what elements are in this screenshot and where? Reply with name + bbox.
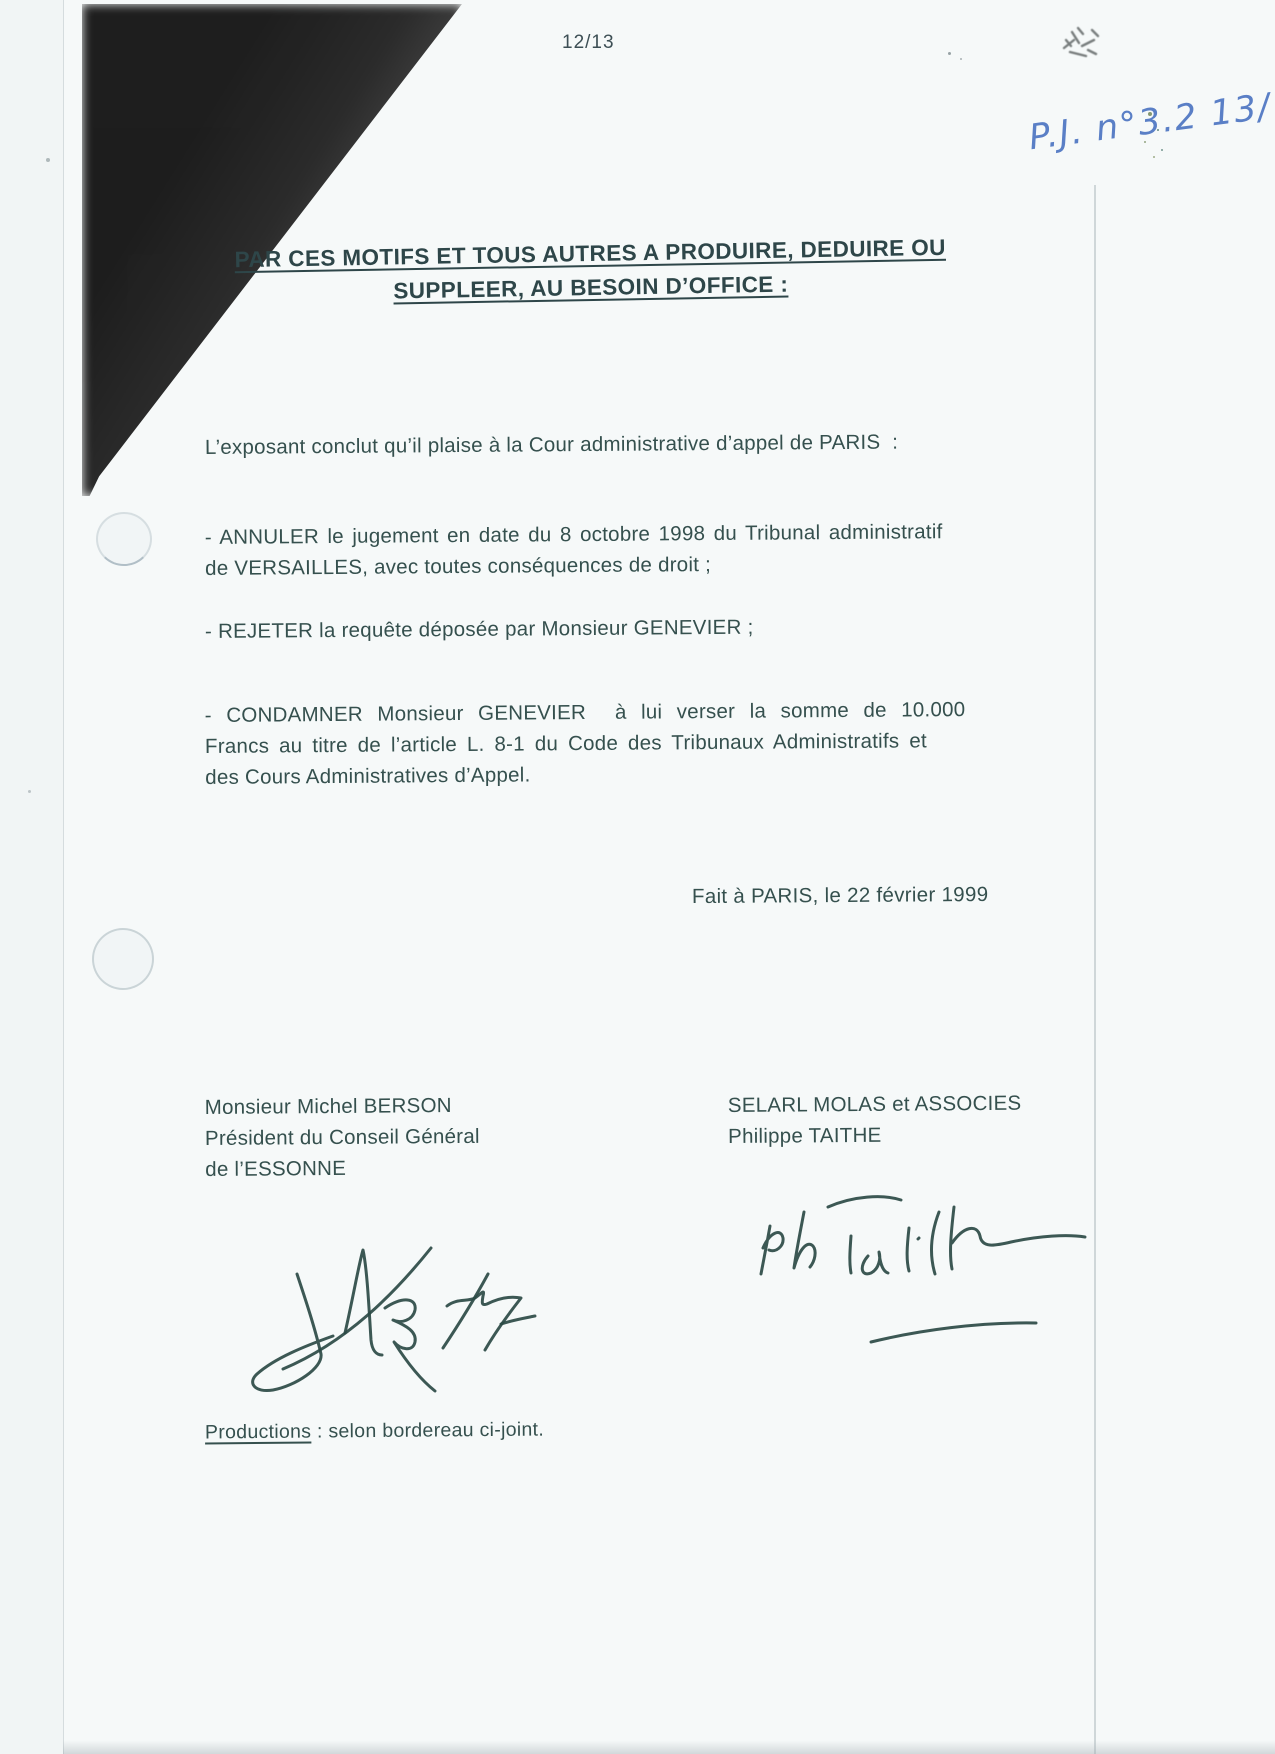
signature-right-handwriting (748, 1188, 1088, 1293)
scan-speck (28, 790, 31, 793)
intro-paragraph: L’exposant conclut qu’il plaise à la Cour administrative d’appel de PARIS : (204, 430, 899, 459)
document-title (147, 229, 1033, 312)
productions-label: Productions (204, 1420, 312, 1444)
scan-speck (960, 58, 962, 60)
hole-punch-bottom (92, 928, 154, 990)
signatory-right-firm: SELARL MOLAS et ASSOCIES (727, 1091, 1022, 1118)
plea-annuler (205, 516, 943, 584)
signatory-left-region: de l’ESSONNE (205, 1156, 347, 1181)
page-right-edge-line (1094, 185, 1096, 1754)
plea-rejeter (205, 612, 754, 647)
scan-speck (46, 158, 50, 162)
signatory-left-block (205, 1090, 481, 1185)
plea-rejeter-line-1: - REJETER la requête déposée par Monsieur GENEVIER ; (204, 615, 754, 643)
signatory-right-block (728, 1088, 1022, 1152)
productions-line (205, 1419, 544, 1445)
productions-text: : selon bordereau ci-joint. (311, 1418, 545, 1443)
plea-annuler-line-1: - ANNULER le jugement en date du 8 octobre 1998 du Tribunal administratif (204, 520, 943, 550)
bottom-scan-shadow (63, 1740, 1275, 1754)
page-number: 12/13 (562, 32, 615, 53)
signatory-left-role: Président du Conseil Général (204, 1124, 480, 1150)
scanner-bed-margin (0, 0, 64, 1754)
handwritten-reference-note: P.J. n°3.2 13/ (1026, 86, 1274, 159)
scan-speck (948, 52, 951, 55)
date-place-line: Fait à PARIS, le 22 février 1999 (691, 882, 989, 909)
plea-condamner-line-1: - CONDAMNER Monsieur GENEVIER à lui verser la somme de 10.000 (204, 698, 966, 728)
title-line-1: PAR CES MOTIFS ET TOUS AUTRES A PRODUIRE, DEDUIRE OU (234, 234, 946, 273)
plea-condamner-line-2: Francs au titre de l’article L. 8-1 du Code des Tribunaux Administratifs et (204, 729, 928, 758)
plea-annuler-line-2: de VERSAILLES, avec toutes conséquences de droit ; (205, 553, 712, 580)
plea-condamner-line-3: des Cours Administratives d’Appel. (205, 763, 531, 789)
signature-right-underline-stroke (868, 1318, 1040, 1348)
signatory-right-name: Philippe TAITHE (728, 1123, 882, 1148)
plea-condamner (205, 694, 966, 793)
title-line-2: SUPPLEER, AU BESOIN D’OFFICE : (393, 271, 789, 304)
hole-punch-top (96, 512, 152, 566)
scan-smudge-mark (1052, 16, 1112, 68)
signatory-left-name: Monsieur Michel BERSON (204, 1094, 452, 1120)
signature-left-handwriting (235, 1228, 547, 1403)
